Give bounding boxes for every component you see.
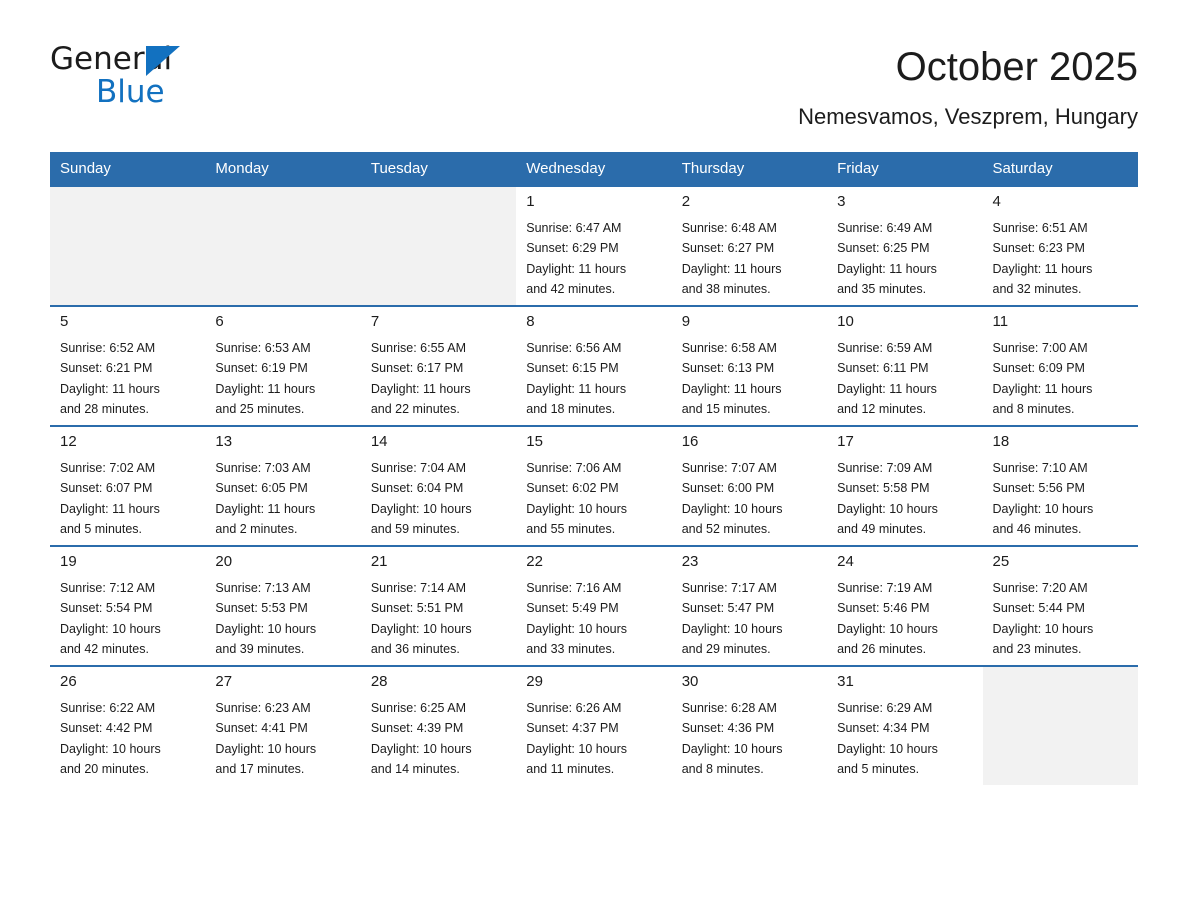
day-info-line: and 49 minutes.: [837, 521, 927, 536]
day-info-line: and 17 minutes.: [215, 761, 305, 776]
day-info-line: Sunrise: 7:09 AM: [837, 461, 933, 475]
day-info-line: and 22 minutes.: [370, 401, 460, 416]
calendar-week-row: [50, 426, 1138, 546]
day-number: 11: [992, 313, 1009, 330]
day-info-line: Sunrise: 6:53 AM: [215, 341, 311, 355]
day-info-line: Sunrise: 7:13 AM: [215, 581, 311, 595]
calendar-day-cell[interactable]: [672, 426, 827, 546]
day-info-line: Daylight: 10 hours: [370, 741, 472, 756]
day-info-line: Sunrise: 7:12 AM: [60, 581, 156, 595]
day-sun-info: [682, 338, 817, 419]
day-info-line: and 5 minutes.: [60, 521, 142, 536]
day-info-line: Daylight: 11 hours: [60, 381, 160, 396]
day-cell-inner: [672, 427, 827, 545]
calendar-day-cell[interactable]: [205, 546, 360, 666]
day-info-line: Sunset: 6:00 PM: [681, 481, 775, 496]
day-info-line: and 32 minutes.: [992, 281, 1082, 296]
day-info-line: Daylight: 11 hours: [837, 261, 937, 276]
calendar-week-row: [50, 186, 1138, 306]
day-cell-inner: [361, 547, 516, 665]
day-sun-info: [837, 218, 972, 299]
calendar-day-cell[interactable]: [361, 546, 516, 666]
day-sun-info: [682, 578, 817, 659]
day-info-line: and 26 minutes.: [837, 641, 927, 656]
day-info-line: Daylight: 11 hours: [992, 381, 1093, 396]
day-number: 31: [837, 673, 854, 690]
day-number: 8: [526, 313, 535, 330]
day-info-line: and 8 minutes.: [681, 761, 764, 776]
day-cell-inner: [50, 427, 205, 545]
calendar-header-row: [50, 152, 1138, 186]
calendar-week-row: [50, 546, 1138, 666]
day-info-line: Daylight: 10 hours: [837, 741, 938, 756]
day-cell-inner: [672, 187, 827, 305]
day-info-line: Daylight: 10 hours: [370, 621, 472, 636]
day-info-line: Sunset: 6:04 PM: [370, 481, 464, 496]
day-sun-info: [371, 338, 506, 419]
day-sun-info: [215, 338, 350, 419]
weekday-header-tuesday: Tuesday: [361, 152, 516, 186]
day-cell-inner: [516, 667, 671, 785]
day-info-line: Sunrise: 6:47 AM: [526, 221, 622, 235]
weekday-header-monday: Monday: [205, 152, 360, 186]
day-cell-inner: [983, 427, 1138, 545]
day-info-line: and 18 minutes.: [526, 401, 616, 416]
logo-triangle-icon: [146, 46, 180, 76]
day-cell-inner: [983, 187, 1138, 305]
day-info-line: Daylight: 10 hours: [837, 621, 938, 636]
day-info-line: Sunset: 6:21 PM: [60, 361, 153, 376]
day-sun-info: [215, 698, 350, 779]
day-info-line: Sunset: 6:17 PM: [370, 361, 464, 376]
day-info-line: Sunset: 5:53 PM: [215, 601, 308, 616]
day-cell-inner: [516, 187, 671, 305]
logo-word-general: General: [50, 41, 173, 77]
calendar-day-cell[interactable]: [361, 666, 516, 785]
day-info-line: Sunset: 4:39 PM: [370, 721, 464, 736]
day-number: 7: [370, 313, 380, 330]
day-sun-info: [682, 218, 817, 299]
day-info-line: Daylight: 10 hours: [681, 621, 783, 636]
day-sun-info: [993, 458, 1128, 539]
day-number: 19: [60, 553, 77, 570]
day-info-line: Daylight: 11 hours: [215, 501, 316, 516]
day-info-line: Sunset: 4:42 PM: [60, 721, 153, 736]
day-info-line: Daylight: 10 hours: [370, 501, 472, 516]
day-info-line: and 15 minutes.: [681, 401, 771, 416]
day-info-line: Daylight: 10 hours: [215, 621, 317, 636]
day-sun-info: [526, 458, 661, 539]
day-info-line: Sunset: 6:11 PM: [837, 361, 929, 376]
day-number: 23: [681, 553, 699, 570]
day-info-line: Sunrise: 6:23 AM: [215, 701, 311, 715]
day-number: 28: [370, 673, 388, 690]
day-cell-inner: [205, 427, 360, 545]
day-number: 12: [60, 433, 77, 450]
day-info-line: Sunset: 6:29 PM: [526, 241, 619, 256]
day-sun-info: [837, 458, 972, 539]
day-info-line: Daylight: 11 hours: [681, 381, 782, 396]
day-info-line: and 23 minutes.: [992, 641, 1082, 656]
day-info-line: Sunset: 5:51 PM: [370, 601, 464, 616]
day-info-line: Sunset: 6:23 PM: [992, 241, 1085, 256]
page-header: [50, 0, 1138, 130]
weekday-header-friday: Friday: [827, 152, 982, 186]
day-cell-inner: [361, 307, 516, 425]
day-info-line: Sunrise: 6:59 AM: [837, 341, 933, 355]
day-info-line: Sunrise: 6:56 AM: [526, 341, 622, 355]
day-sun-info: [371, 698, 506, 779]
day-number: 26: [60, 673, 77, 690]
day-cell-inner: [50, 307, 205, 425]
day-info-line: Sunset: 5:47 PM: [681, 601, 775, 616]
calendar-day-cell[interactable]: [205, 306, 360, 426]
day-number: 10: [837, 313, 854, 330]
calendar-day-cell[interactable]: [516, 666, 671, 785]
general-blue-logo: [50, 41, 173, 110]
day-info-line: and 55 minutes.: [526, 521, 616, 536]
day-number: 5: [60, 313, 69, 330]
day-info-line: Sunrise: 6:49 AM: [837, 221, 933, 235]
day-info-line: Daylight: 11 hours: [526, 261, 627, 276]
day-info-line: Daylight: 10 hours: [526, 741, 628, 756]
weekday-header-sunday: Sunday: [50, 152, 205, 186]
calendar-day-cell[interactable]: [361, 426, 516, 546]
calendar-empty-cell: [205, 186, 360, 306]
day-info-line: Sunset: 4:34 PM: [837, 721, 930, 736]
day-info-line: Daylight: 10 hours: [837, 501, 938, 516]
day-sun-info: [60, 458, 195, 539]
day-info-line: Daylight: 10 hours: [526, 621, 628, 636]
day-cell-inner: [205, 667, 360, 785]
day-info-line: Sunrise: 7:10 AM: [992, 461, 1088, 475]
logo-word-blue: Blue: [96, 74, 165, 110]
calendar-day-cell[interactable]: [983, 546, 1138, 666]
day-info-line: Sunset: 6:27 PM: [681, 241, 775, 256]
day-cell-inner: [205, 307, 360, 425]
day-sun-info: [837, 578, 972, 659]
day-info-line: Sunrise: 7:17 AM: [681, 581, 777, 595]
calendar-day-cell[interactable]: [672, 666, 827, 785]
calendar-body: [50, 186, 1138, 785]
calendar-empty-cell: [50, 186, 205, 306]
day-cell-inner: [672, 307, 827, 425]
calendar-day-cell[interactable]: [50, 426, 205, 546]
day-info-line: and 52 minutes.: [681, 521, 771, 536]
day-cell-inner: [516, 427, 671, 545]
calendar-day-cell[interactable]: [827, 426, 982, 546]
day-cell-inner: [983, 667, 1138, 785]
calendar-day-cell[interactable]: [361, 306, 516, 426]
day-info-line: Sunrise: 6:58 AM: [681, 341, 777, 355]
day-sun-info: [215, 458, 350, 539]
calendar-day-cell[interactable]: [50, 666, 205, 785]
sunrise-sunset-calendar: [50, 152, 1138, 785]
day-info-line: Sunset: 5:49 PM: [526, 601, 619, 616]
calendar-day-cell[interactable]: [672, 186, 827, 306]
day-sun-info: [682, 698, 817, 779]
day-info-line: and 46 minutes.: [992, 521, 1082, 536]
day-info-line: and 12 minutes.: [837, 401, 927, 416]
day-number: 18: [992, 433, 1010, 450]
day-number: 17: [837, 433, 854, 450]
calendar-day-cell[interactable]: [50, 306, 205, 426]
calendar-day-cell[interactable]: [983, 186, 1138, 306]
day-info-line: Sunset: 4:36 PM: [681, 721, 775, 736]
day-info-line: Daylight: 11 hours: [681, 261, 782, 276]
calendar-day-cell[interactable]: [205, 426, 360, 546]
day-info-line: Sunrise: 6:48 AM: [681, 221, 777, 235]
day-number: 21: [370, 553, 388, 570]
day-cell-inner: [983, 547, 1138, 665]
day-info-line: and 36 minutes.: [370, 641, 460, 656]
day-info-line: and 25 minutes.: [215, 401, 305, 416]
day-sun-info: [682, 458, 817, 539]
calendar-day-cell[interactable]: [827, 546, 982, 666]
day-info-line: and 14 minutes.: [370, 761, 460, 776]
day-sun-info: [837, 698, 972, 779]
day-info-line: Daylight: 11 hours: [837, 381, 937, 396]
calendar-empty-cell: [361, 186, 516, 306]
calendar-empty-cell: [983, 666, 1138, 785]
day-info-line: Sunset: 6:02 PM: [526, 481, 619, 496]
day-sun-info: [526, 698, 661, 779]
calendar-day-cell[interactable]: [983, 426, 1138, 546]
calendar-day-cell[interactable]: [516, 426, 671, 546]
day-info-line: Daylight: 11 hours: [215, 381, 316, 396]
calendar-day-cell[interactable]: [672, 546, 827, 666]
day-info-line: and 11 minutes.: [526, 761, 615, 776]
day-info-line: Sunrise: 7:16 AM: [526, 581, 622, 595]
day-info-line: Sunset: 5:54 PM: [60, 601, 153, 616]
day-info-line: Sunset: 5:46 PM: [837, 601, 930, 616]
day-info-line: Sunrise: 6:28 AM: [681, 701, 777, 715]
day-info-line: and 20 minutes.: [60, 761, 149, 776]
day-info-line: Sunset: 5:44 PM: [992, 601, 1085, 616]
day-cell-inner: [827, 427, 982, 545]
day-info-line: Daylight: 10 hours: [992, 621, 1094, 636]
day-number: 14: [370, 433, 388, 450]
calendar-day-cell[interactable]: [50, 546, 205, 666]
day-number: 2: [681, 193, 691, 210]
day-number: 30: [681, 673, 699, 690]
day-cell-inner: [983, 307, 1138, 425]
day-info-line: and 28 minutes.: [60, 401, 149, 416]
day-info-line: Daylight: 10 hours: [681, 741, 783, 756]
day-info-line: Daylight: 11 hours: [370, 381, 471, 396]
day-info-line: Sunrise: 7:06 AM: [526, 461, 622, 475]
day-cell-inner: [827, 307, 982, 425]
day-sun-info: [60, 338, 195, 419]
day-number: 22: [526, 553, 543, 570]
day-number: 4: [992, 193, 1001, 210]
day-info-line: and 33 minutes.: [526, 641, 616, 656]
day-number: 3: [837, 193, 846, 210]
day-number: 15: [526, 433, 543, 450]
day-info-line: Daylight: 11 hours: [526, 381, 627, 396]
day-info-line: Daylight: 10 hours: [60, 621, 161, 636]
day-info-line: Sunrise: 6:55 AM: [370, 341, 467, 355]
day-info-line: Sunrise: 6:22 AM: [60, 701, 156, 715]
day-cell-inner: [361, 187, 516, 305]
day-number: 27: [215, 673, 233, 690]
day-info-line: Sunrise: 7:14 AM: [370, 581, 467, 595]
day-info-line: Sunrise: 6:29 AM: [837, 701, 933, 715]
page-title: October 2025: [895, 45, 1138, 89]
day-info-line: Daylight: 10 hours: [215, 741, 317, 756]
day-info-line: Daylight: 11 hours: [60, 501, 160, 516]
day-sun-info: [993, 338, 1128, 419]
day-cell-inner: [827, 547, 982, 665]
calendar-day-cell[interactable]: [827, 186, 982, 306]
day-info-line: Daylight: 10 hours: [681, 501, 783, 516]
day-cell-inner: [827, 667, 982, 785]
day-cell-inner: [672, 667, 827, 785]
day-info-line: Sunrise: 6:51 AM: [992, 221, 1088, 235]
day-cell-inner: [827, 187, 982, 305]
day-info-line: Sunset: 6:09 PM: [992, 361, 1085, 376]
day-info-line: and 39 minutes.: [215, 641, 305, 656]
day-info-line: Sunset: 5:58 PM: [837, 481, 930, 496]
day-info-line: Sunset: 6:13 PM: [681, 361, 775, 376]
day-info-line: Sunrise: 7:07 AM: [681, 461, 777, 475]
location-subtitle: Nemesvamos, Veszprem, Hungary: [798, 104, 1138, 129]
day-sun-info: [526, 338, 661, 419]
day-cell-inner: [672, 547, 827, 665]
day-cell-inner: [50, 667, 205, 785]
day-info-line: Daylight: 10 hours: [992, 501, 1094, 516]
day-info-line: Sunrise: 7:00 AM: [992, 341, 1088, 355]
day-info-line: and 8 minutes.: [992, 401, 1075, 416]
day-info-line: Sunrise: 7:02 AM: [60, 461, 156, 475]
day-cell-inner: [205, 187, 360, 305]
weekday-header-thursday: Thursday: [672, 152, 827, 186]
day-info-line: Sunset: 6:19 PM: [215, 361, 308, 376]
day-sun-info: [526, 578, 661, 659]
calendar-day-cell[interactable]: [672, 306, 827, 426]
day-info-line: Sunset: 4:41 PM: [215, 721, 308, 736]
day-sun-info: [215, 578, 350, 659]
day-info-line: Daylight: 10 hours: [60, 741, 161, 756]
day-info-line: Sunset: 6:07 PM: [60, 481, 153, 496]
day-number: 13: [215, 433, 233, 450]
calendar-day-cell[interactable]: [516, 306, 671, 426]
day-number: 24: [837, 553, 854, 570]
day-number: 25: [992, 553, 1010, 570]
day-info-line: Daylight: 10 hours: [526, 501, 628, 516]
day-cell-inner: [50, 547, 205, 665]
day-number: 20: [215, 553, 233, 570]
weekday-header-saturday: Saturday: [983, 152, 1138, 186]
day-info-line: and 59 minutes.: [370, 521, 460, 536]
calendar-day-cell[interactable]: [516, 186, 671, 306]
calendar-day-cell[interactable]: [827, 306, 982, 426]
calendar-day-cell[interactable]: [205, 666, 360, 785]
day-number: 6: [215, 313, 224, 330]
day-info-line: and 29 minutes.: [681, 641, 771, 656]
day-info-line: Sunrise: 6:25 AM: [370, 701, 467, 715]
day-info-line: Sunrise: 7:03 AM: [215, 461, 311, 475]
day-info-line: Daylight: 11 hours: [992, 261, 1093, 276]
day-number: 29: [526, 673, 543, 690]
day-sun-info: [993, 218, 1128, 299]
day-sun-info: [526, 218, 661, 299]
day-cell-inner: [50, 187, 205, 305]
day-info-line: Sunset: 4:37 PM: [526, 721, 619, 736]
day-info-line: Sunrise: 7:04 AM: [370, 461, 467, 475]
day-cell-inner: [361, 427, 516, 545]
calendar-week-row: [50, 666, 1138, 785]
day-info-line: and 42 minutes.: [526, 281, 616, 296]
day-info-line: Sunset: 6:05 PM: [215, 481, 308, 496]
calendar-day-cell[interactable]: [516, 546, 671, 666]
day-info-line: and 35 minutes.: [837, 281, 927, 296]
calendar-week-row: [50, 306, 1138, 426]
day-info-line: Sunrise: 6:26 AM: [526, 701, 622, 715]
day-sun-info: [371, 578, 506, 659]
day-sun-info: [837, 338, 972, 419]
day-info-line: Sunrise: 7:20 AM: [992, 581, 1088, 595]
day-sun-info: [993, 578, 1128, 659]
day-sun-info: [60, 698, 195, 779]
day-info-line: Sunset: 6:15 PM: [526, 361, 619, 376]
day-info-line: Sunrise: 7:19 AM: [837, 581, 933, 595]
day-info-line: and 42 minutes.: [60, 641, 149, 656]
day-info-line: Sunset: 5:56 PM: [992, 481, 1085, 496]
day-number: 1: [526, 193, 535, 210]
calendar-day-cell[interactable]: [827, 666, 982, 785]
day-info-line: Sunrise: 6:52 AM: [60, 341, 156, 355]
day-number: 9: [681, 313, 691, 330]
day-info-line: and 5 minutes.: [837, 761, 920, 776]
weekday-header-wednesday: Wednesday: [516, 152, 671, 186]
day-cell-inner: [516, 547, 671, 665]
day-info-line: and 2 minutes.: [215, 521, 298, 536]
day-number: 16: [681, 433, 699, 450]
day-cell-inner: [205, 547, 360, 665]
day-cell-inner: [516, 307, 671, 425]
day-cell-inner: [361, 667, 516, 785]
day-sun-info: [371, 458, 506, 539]
title-block: [798, 44, 1138, 130]
day-info-line: and 38 minutes.: [681, 281, 771, 296]
calendar-day-cell[interactable]: [983, 306, 1138, 426]
day-sun-info: [60, 578, 195, 659]
day-info-line: Sunset: 6:25 PM: [837, 241, 930, 256]
